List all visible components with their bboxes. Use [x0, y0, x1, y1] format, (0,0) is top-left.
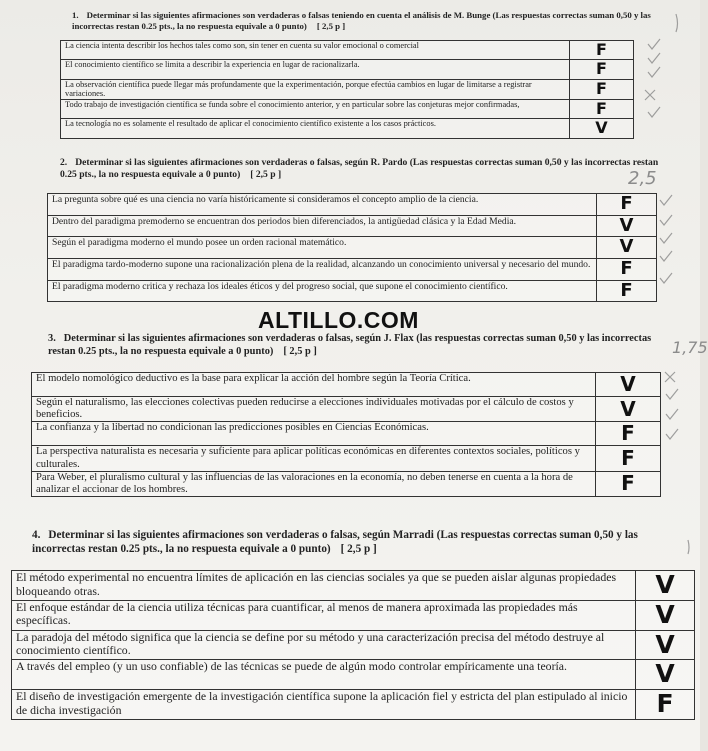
check-mark-icon: [660, 233, 672, 243]
question-points: [ 2,5 p ]: [250, 168, 282, 180]
answer-cell: V: [636, 660, 695, 690]
grader-score-q3: 1,75: [672, 338, 708, 357]
watermark-logo: ALTILLO.COM: [258, 307, 419, 333]
pencil-stroke-icon: [688, 540, 689, 554]
answer-cell: F: [570, 100, 634, 119]
answer-cell: V: [570, 119, 634, 138]
statement-cell: La ciencia intenta describir los hechos tales como son, sin tener en cuenta su valor emocional o comercial: [61, 41, 570, 60]
question-text: Determinar si las siguientes afirmaciones son verdaderas o falsas teniendo en cuenta el análisis de M. Bunge (Las respuestas correctas suman 0,50 y las incorrectas restan 0.25 pts., la no respuesta equivale a 0 punto): [72, 10, 651, 31]
question-text: Determinar si las siguientes afirmaciones son verdaderas o falsas, según J. Flax (las respuestas correctas suman 0,50 y las incorrectas restan 0.25 pts., la no respuesta equivale a 0 punto): [48, 333, 652, 357]
answer-cell: F: [596, 422, 661, 446]
answer-cell: V: [636, 571, 695, 601]
check-mark-icon: [648, 107, 660, 117]
answer-cell: V: [636, 630, 695, 660]
check-mark-icon: [666, 409, 678, 419]
statement-cell: El paradigma moderno critica y rechaza los ideales éticos y del progreso social, que supone el conocimiento científico.: [48, 280, 597, 302]
answer-cell: F: [597, 259, 657, 281]
statement-cell: Según el paradigma moderno el mundo posee un orden racional matemático.: [48, 237, 597, 259]
check-mark-icon: [648, 39, 660, 49]
statement-cell: El método experimental no encuentra límites de aplicación en las ciencias sociales ya que se pueden aislar algunas propiedades bloqueando otras.: [12, 571, 636, 601]
statement-cell: El conocimiento científico se limita a describir la experiencia en lugar de racionalizarla.: [61, 60, 570, 79]
statement-cell: Dentro del paradigma premoderno se encuentran dos periodos bien diferenciados, la antigüedad clásica y la Edad Media.: [48, 215, 597, 237]
grader-score-q2: 2,5: [628, 168, 657, 189]
answer-cell: F: [597, 194, 657, 216]
answer-cell: V: [597, 237, 657, 259]
pencil-stroke-icon: [676, 14, 678, 32]
check-mark-icon: [660, 215, 672, 225]
statement-cell: La tecnología no es solamente el resultado de aplicar el conocimiento científico existente a los casos prácticos.: [61, 119, 570, 138]
answer-cell: V: [596, 397, 661, 422]
question-number: 3.: [48, 333, 56, 344]
question-points: [ 2,5 p ]: [316, 20, 346, 31]
check-mark-icon: [666, 429, 678, 439]
question-points: [ 2,5 p ]: [283, 345, 317, 357]
check-mark-icon: [648, 67, 660, 77]
answer-cell: F: [597, 280, 657, 302]
statement-cell: Todo trabajo de investigación científica se funda sobre el conocimiento anterior, y en particular sobre las conjeturas mejor confirmadas,: [61, 100, 570, 119]
statement-cell: Para Weber, el pluralismo cultural y las influencias de las valoraciones en la economía, no deben tenerse en cuenta a la hora de analizar el accionar de los hombres.: [32, 471, 596, 496]
answer-cell: F: [636, 690, 695, 720]
answer-cell: F: [596, 471, 661, 496]
answer-cell: V: [597, 215, 657, 237]
question-number: 4.: [32, 529, 41, 541]
answer-cell: F: [570, 79, 634, 99]
statement-cell: El paradigma tardo-moderno supone una racionalización plena de la realidad, alcanzando un conocimiento universal y necesario del mundo.: [48, 259, 597, 281]
statement-cell: El diseño de investigación emergente de la investigación científica supone la aplicación fiel y estricta del plan estipulado al inicio de dicha investigación: [12, 690, 636, 720]
statement-cell: El modelo nomológico deductivo es la base para explicar la acción del hombre según la Teoría Crítica.: [32, 373, 596, 397]
answer-cell: F: [570, 41, 634, 60]
statement-cell: La perspectiva naturalista es necesaria y suficiente para aplicar políticas económicas en diferentes contextos sociales, políticos y culturales.: [32, 446, 596, 471]
question-number: 2.: [60, 157, 68, 168]
cross-mark-icon: [665, 372, 675, 382]
question-points: [ 2,5 p ]: [340, 542, 377, 555]
answer-cell: F: [596, 446, 661, 471]
question-number: 1.: [72, 10, 79, 20]
answer-cell: V: [636, 600, 695, 630]
check-mark-icon: [660, 273, 672, 283]
statement-cell: La paradoja del método significa que la ciencia se define por su método y una caracterización precisa del método destruye al conocimiento científico.: [12, 630, 636, 660]
check-mark-icon: [666, 389, 678, 399]
statement-cell: Según el naturalismo, las elecciones colectivas pueden reducirse a elecciones individuales motivadas por el cálculo de costos y beneficios.: [32, 397, 596, 422]
statement-cell: La pregunta sobre qué es una ciencia no varía históricamente si consideramos el concepto amplio de la ciencia.: [48, 194, 597, 216]
statement-cell: El enfoque estándar de la ciencia utiliza técnicas para cuantificar, al menos de manera aproximada las propiedades más específicas.: [12, 600, 636, 630]
check-mark-icon: [660, 195, 672, 205]
statement-cell: La confianza y la libertad no condicionan las predicciones posibles en Ciencias Económicas.: [32, 422, 596, 446]
answer-cell: F: [570, 60, 634, 79]
cross-mark-icon: [645, 90, 655, 100]
statement-cell: A través del empleo (y un uso confiable) de las técnicas se puede de algún modo controlar empíricamente una teoría.: [12, 660, 636, 690]
question-text: Determinar si las siguientes afirmaciones son verdaderas o falsas, según Marradi (Las respuestas correctas suman 0,50 y las incorrectas restan 0.25 pts., la no respuesta equivale a 0 punto): [32, 529, 638, 555]
statement-cell: La observación científica puede llegar más profundamente que la experimentación, porque efectúa cambios en lugar de limitarse a registrar variaciones.: [61, 79, 570, 99]
check-mark-icon: [660, 251, 672, 261]
question-text: Determinar si las siguientes afirmaciones son verdaderas o falsas, según R. Pardo (Las respuestas correctas suman 0,50 y las incorrectas restan 0.25 pts., la no respuesta equivale a 0 punto): [60, 157, 659, 180]
answer-cell: V: [596, 373, 661, 397]
check-mark-icon: [648, 53, 660, 63]
